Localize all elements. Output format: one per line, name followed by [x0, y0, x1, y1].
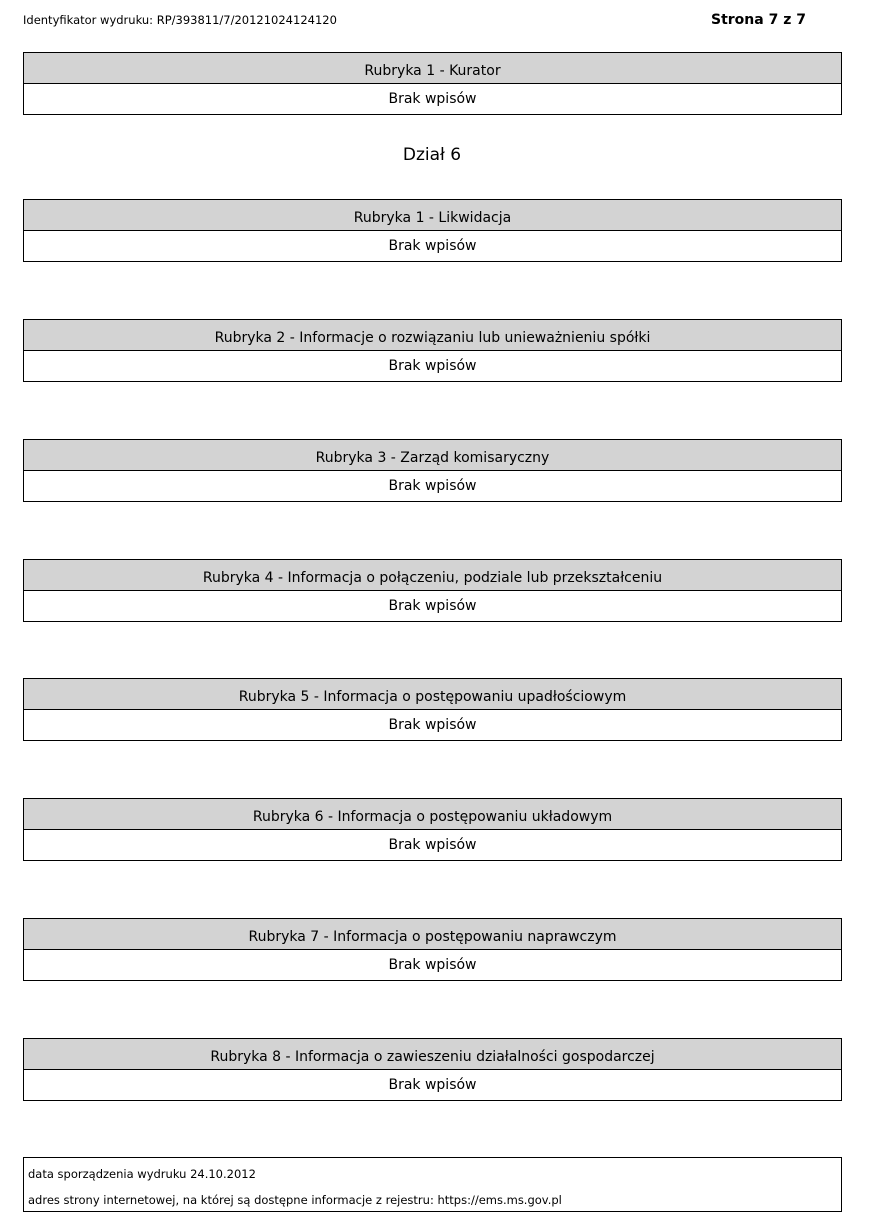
section-title: Rubryka 3 - Zarząd komisaryczny: [24, 440, 841, 471]
section-box-uklad: [23, 798, 842, 861]
section-body: Brak wpisów: [388, 1077, 477, 1093]
section-body: Brak wpisów: [388, 478, 477, 494]
section-box-polaczenie: [23, 559, 842, 622]
section-body: Brak wpisów: [388, 358, 477, 374]
section-box-kurator: [23, 52, 842, 115]
section-title: Rubryka 6 - Informacja o postępowaniu układowym: [24, 799, 841, 830]
section-box-rozwiazanie: [23, 319, 842, 382]
section-title: Rubryka 2 - Informacje o rozwiązaniu lub unieważnieniu spółki: [24, 320, 841, 351]
section-body: Brak wpisów: [388, 717, 477, 733]
printout-identifier: Identyfikator wydruku: RP/393811/7/20121024124120: [23, 13, 337, 27]
section-title: Rubryka 4 - Informacja o połączeniu, podziale lub przekształceniu: [24, 560, 841, 591]
section-body: Brak wpisów: [388, 238, 477, 254]
section-body: Brak wpisów: [388, 598, 477, 614]
section-box-upadlosc: [23, 678, 842, 741]
section-body: Brak wpisów: [388, 957, 477, 973]
section-title: Rubryka 1 - Likwidacja: [24, 200, 841, 231]
section-box-likwidacja: [23, 199, 842, 262]
page-number: Strona 7 z 7: [711, 12, 806, 28]
section-box-zawieszenie: [23, 1038, 842, 1101]
section-title: Rubryka 1 - Kurator: [24, 53, 841, 84]
section-body: Brak wpisów: [388, 837, 477, 853]
section-box-naprawcze: [23, 918, 842, 981]
division-heading: Dział 6: [402, 145, 462, 165]
section-box-zarzad-komisaryczny: [23, 439, 842, 502]
section-title: Rubryka 5 - Informacja o postępowaniu upadłościowym: [24, 679, 841, 710]
section-body: Brak wpisów: [388, 91, 477, 107]
registry-url-note: adres strony internetowej, na której są dostępne informacje z rejestru: https://ems.ms.gov.pl: [28, 1193, 562, 1207]
printout-date: data sporządzenia wydruku 24.10.2012: [28, 1167, 256, 1181]
section-title: Rubryka 7 - Informacja o postępowaniu naprawczym: [24, 919, 841, 950]
footer-box: [23, 1157, 842, 1212]
section-title: Rubryka 8 - Informacja o zawieszeniu działalności gospodarczej: [24, 1039, 841, 1070]
